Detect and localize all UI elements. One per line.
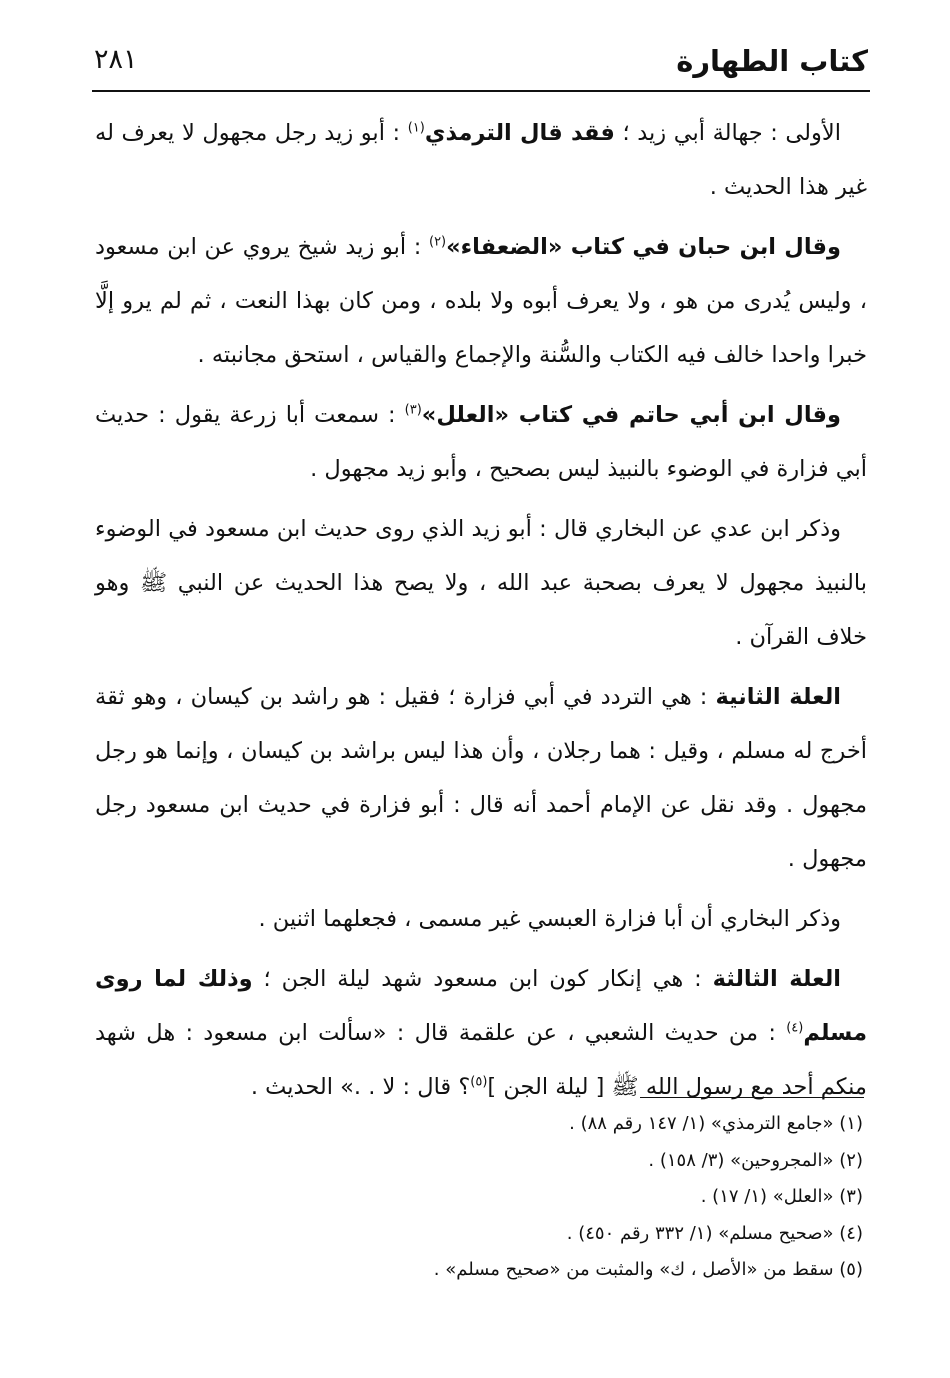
text-run: : هي التردد في أبي فزارة ؛ فقيل : هو راشد بن كيسان ، وهو ثقة أخرج له مسلم ، وقيل : هما رجلان ، وأن هذا ليس براشد بن كيسان ، وإنما هو رجل مجهول . وقد نقل عن الإمام أحمد أنه قال : أبو فزارة في حديث ابن مسعود رجل مجهول .	[95, 684, 867, 872]
footnote-4: (٤) «صحيح مسلم» (١/ ٣٣٢ رقم ٤٥٠) .	[566, 1222, 863, 1244]
footnote-ref: (٣)	[404, 402, 422, 418]
main-text	[95, 106, 867, 1120]
text-run: : أبو زيد رجل مجهول لا يعرف له غير هذا الحديث .	[95, 120, 867, 200]
page-header	[92, 30, 870, 90]
page-number: ٢٨١	[94, 44, 138, 75]
footnote-1: (١) «جامع الترمذي» (١/ ١٤٧ رقم ٨٨) .	[569, 1113, 863, 1134]
footnote-ref: (٥)	[470, 1074, 488, 1090]
bold-text: فقد قال الترمذي	[424, 120, 615, 146]
paragraph	[95, 670, 867, 886]
footnote-ref: (٢)	[428, 234, 447, 250]
bold-text: العلة الثالثة	[712, 966, 841, 992]
bold-text: العلة الثانية	[715, 684, 841, 710]
header-rule	[92, 90, 870, 92]
paragraph	[95, 388, 867, 496]
bold-text: وقال ابن حبان في كتاب «الضعفاء»	[446, 234, 841, 260]
footnote-2: (٢) «المجروحين» (٣/ ١٥٨) .	[648, 1149, 863, 1171]
text-run: : أبو زيد شيخ يروي عن ابن مسعود ، وليس يُدرى من هو ، ولا يعرف أبوه ولا بلده ، ومن كان بهذا النعت ، ثم لم يرو إلَّا خبرا واحدا خالف فيه الكتاب والسُّنة والإجماع والقياس ، استحق مجانبته .	[95, 234, 867, 368]
text-run: الأولى : جهالة أبي زيد ؛	[614, 120, 841, 146]
running-title: كتاب الطهارة	[676, 44, 868, 78]
text-run: وذكر البخاري أن أبا فزارة العبسي غير مسمى ، فجعلهما اثنين .	[258, 906, 841, 932]
paragraph	[95, 502, 867, 664]
text-run: : سمعت أبا زرعة يقول : حديث أبي فزارة في الوضوء بالنبيذ ليس بصحيح ، وأبو زيد مجهول .	[95, 402, 867, 482]
bold-text: وذلك لما روى مسلم	[95, 966, 867, 1046]
paragraph	[95, 952, 867, 1114]
footnotes	[103, 1106, 863, 1289]
text-run: وذكر ابن عدي عن البخاري قال : أبو زيد الذي روى حديث ابن مسعود في الوضوء بالنبيذ مجهول لا يعرف بصحبة عبد الله ، ولا يصح هذا الحديث عن النبي ﷺ وهو خلاف القرآن .	[95, 516, 867, 650]
paragraph	[95, 892, 867, 946]
footnote-separator	[640, 1097, 864, 1098]
footnote-ref: (١)	[407, 120, 425, 136]
footnote-ref: (٤)	[786, 1020, 804, 1036]
text-run: ؟ قال : لا . .» الحديث .	[250, 1074, 471, 1100]
footnote-5: (٥) سقط من «الأصل ، ك» والمثبت من «صحيح مسلم» .	[433, 1259, 863, 1280]
text-run: : من حديث الشعبي ، عن علقمة قال : «سألت ابن مسعود : هل شهد منكم أحد مع رسول الله ﷺ [ ليلة الجن ]	[95, 1020, 867, 1100]
text-run: : هي إنكار كون ابن مسعود شهد ليلة الجن ؛	[252, 966, 713, 992]
footnote-3: (٣) «العلل» (١/ ١٧) .	[700, 1186, 863, 1207]
bold-text: وقال ابن أبي حاتم في كتاب «العلل»	[421, 402, 841, 428]
paragraph	[95, 106, 867, 214]
paragraph	[95, 220, 867, 382]
